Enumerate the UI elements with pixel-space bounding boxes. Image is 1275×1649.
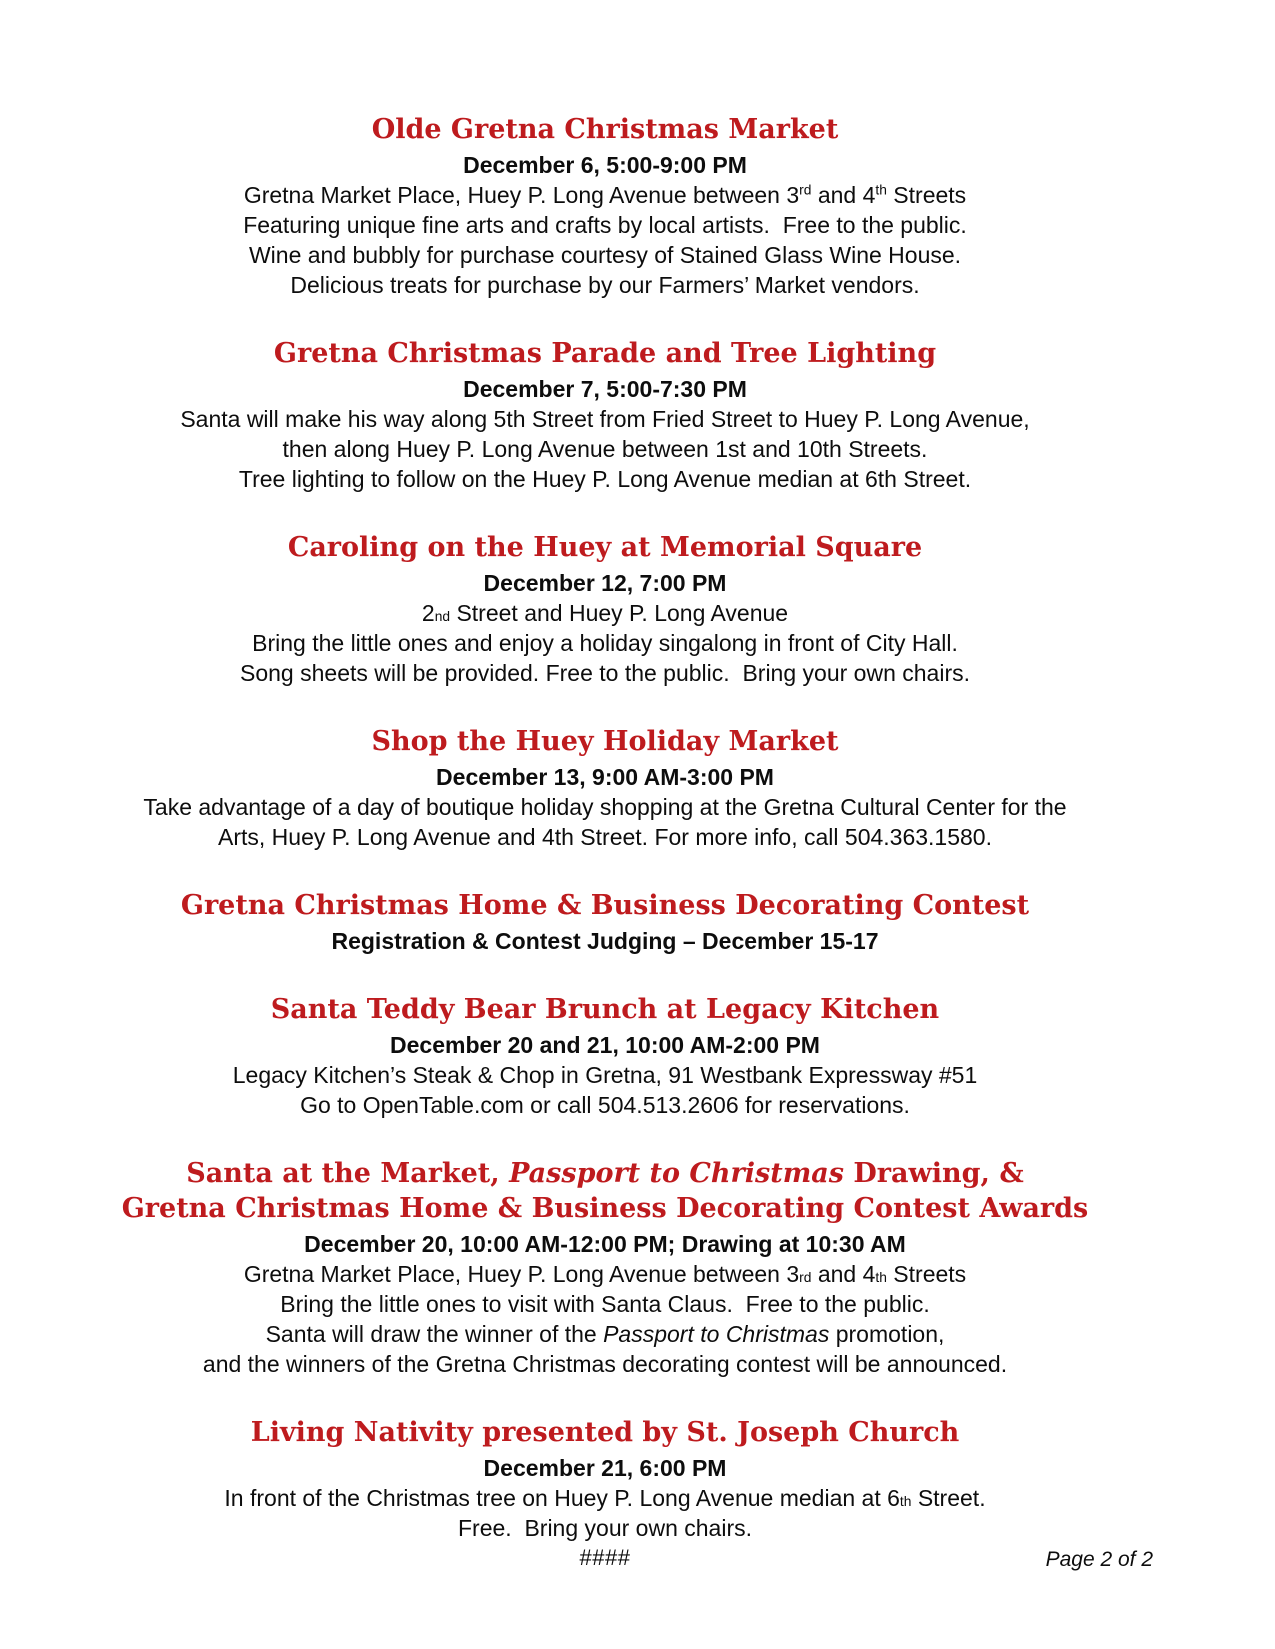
event-title-text: Shop the Huey Holiday Market xyxy=(371,726,839,757)
event-title xyxy=(100,724,1110,759)
footer-page-number: Page 2 of 2 xyxy=(1045,1548,1153,1571)
event-datetime: December 20, 10:00 AM-12:00 PM; Drawing at 10:30 AM xyxy=(304,1231,906,1257)
event-title xyxy=(100,336,1110,371)
event-detail-text: Passport to Christmas xyxy=(603,1321,830,1347)
event-detail-text: Wine and bubbly for purchase courtesy of Stained Glass Wine House. xyxy=(248,242,962,268)
event-detail-text: Gretna Market Place, Huey P. Long Avenue between 3 xyxy=(243,182,800,208)
event-detail-line xyxy=(100,464,1110,494)
event-title-text: Caroling on the Huey at Memorial Square xyxy=(287,532,923,563)
event-title xyxy=(100,530,1110,565)
event-detail-line xyxy=(100,792,1110,822)
content-column xyxy=(100,0,1110,1543)
event-detail-text: Gretna Market Place, Huey P. Long Avenue between 3 xyxy=(243,1261,800,1287)
event-detail-line xyxy=(100,434,1110,464)
event-title xyxy=(100,992,1110,1027)
event-detail-line xyxy=(100,598,1110,628)
event-detail-text: Santa will make his way along 5th Street from Fried Street to Huey P. Long Avenue, xyxy=(180,406,1030,432)
event-detail-text: then along Huey P. Long Avenue between 1st and 10th Streets. xyxy=(282,436,928,462)
event-detail-text: Featuring unique fine arts and crafts by local artists. Free to the public. xyxy=(243,212,967,238)
event-detail-line xyxy=(100,822,1110,852)
event-detail-text: rd xyxy=(799,1270,812,1285)
event-section xyxy=(100,1415,1110,1543)
event-title-text: Santa Teddy Bear Brunch at Legacy Kitchen xyxy=(270,994,940,1025)
event-title xyxy=(100,1191,1110,1226)
event-detail-line xyxy=(100,1289,1110,1319)
event-detail-text: Take advantage of a day of boutique holiday shopping at the Gretna Cultural Center for the xyxy=(143,794,1067,820)
event-detail-text: Delicious treats for purchase by our Farmers’ Market vendors. xyxy=(290,272,920,298)
event-detail-text: th xyxy=(875,182,887,198)
event-detail-text: Street. xyxy=(911,1485,986,1511)
event-detail-line xyxy=(100,404,1110,434)
event-detail-text: nd xyxy=(434,609,451,624)
event-detail-line xyxy=(100,270,1110,300)
event-title-text: Gretna Christmas Home & Business Decorating Contest Awards xyxy=(121,1193,1089,1224)
event-datetime: December 20 and 21, 10:00 AM-2:00 PM xyxy=(390,1032,820,1058)
event-detail-text: promotion, xyxy=(829,1321,945,1347)
event-detail-text: th xyxy=(875,1270,887,1285)
event-title-text: Drawing, & xyxy=(843,1158,1024,1189)
event-datetime: December 13, 9:00 AM-3:00 PM xyxy=(436,764,774,790)
event-detail-line xyxy=(100,1349,1110,1379)
event-detail-line xyxy=(100,1090,1110,1120)
event-detail-text: Arts, Huey P. Long Avenue and 4th Street. For more info, call 504.363.1580. xyxy=(218,824,992,850)
event-title-text: Santa at the Market, xyxy=(186,1158,510,1189)
event-detail-text: 2 xyxy=(421,600,435,626)
event-detail-text: Streets xyxy=(886,182,967,208)
event-detail-text: th xyxy=(899,1494,912,1509)
event-title-text: Gretna Christmas Home & Business Decorating Contest xyxy=(180,890,1030,921)
event-detail-text: Santa will draw the winner of the xyxy=(265,1321,604,1347)
event-detail-text: and 4 xyxy=(811,182,876,208)
footer-mark: #### xyxy=(579,1545,631,1570)
event-detail-text: rd xyxy=(799,182,812,198)
event-detail-text: and the winners of the Gretna Christmas decorating contest will be announced. xyxy=(202,1351,1008,1377)
event-title xyxy=(100,1156,1110,1191)
event-detail-text: Bring the little ones and enjoy a holiday singalong in front of City Hall. xyxy=(252,630,958,656)
event-section xyxy=(100,530,1110,688)
event-detail-text: Tree lighting to follow on the Huey P. Long Avenue median at 6th Street. xyxy=(238,466,972,492)
event-datetime: December 21, 6:00 PM xyxy=(483,1455,727,1481)
event-detail-text: Legacy Kitchen’s Steak & Chop in Gretna, 91 Westbank Expressway #51 xyxy=(232,1062,978,1088)
event-title-text: Passport to Christmas xyxy=(509,1158,844,1189)
event-section xyxy=(100,112,1110,300)
event-datetime: December 6, 5:00-9:00 PM xyxy=(463,152,747,178)
event-detail-text: Song sheets will be provided. Free to the public. Bring your own chairs. xyxy=(240,660,970,686)
event-datetime: December 7, 5:00-7:30 PM xyxy=(463,376,747,402)
event-detail-line xyxy=(100,658,1110,688)
event-detail-line xyxy=(100,210,1110,240)
event-detail-text: and 4 xyxy=(811,1261,876,1287)
event-detail-line xyxy=(100,1259,1110,1289)
event-detail-line xyxy=(100,240,1110,270)
event-detail-line xyxy=(100,1513,1110,1543)
event-datetime: Registration & Contest Judging – December 15-17 xyxy=(331,928,879,954)
event-detail-text: Go to OpenTable.com or call 504.513.2606 for reservations. xyxy=(300,1092,910,1118)
event-title-text: Gretna Christmas Parade and Tree Lighting xyxy=(273,338,937,369)
event-section xyxy=(100,992,1110,1120)
event-detail-text: Bring the little ones to visit with Santa Claus. Free to the public. xyxy=(280,1291,930,1317)
event-detail-text: Free. Bring your own chairs. xyxy=(457,1515,752,1541)
event-section xyxy=(100,1156,1110,1379)
event-section xyxy=(100,724,1110,852)
event-detail-text: Streets xyxy=(886,1261,967,1287)
event-detail-line xyxy=(100,1060,1110,1090)
event-detail-line xyxy=(100,1319,1110,1349)
event-title-text: Living Nativity presented by St. Joseph Church xyxy=(250,1417,960,1448)
event-datetime: December 12, 7:00 PM xyxy=(483,570,727,596)
event-detail-text: In front of the Christmas tree on Huey P. Long Avenue median at 6 xyxy=(224,1485,900,1511)
event-title xyxy=(100,888,1110,923)
event-title xyxy=(100,112,1110,147)
event-detail-line xyxy=(100,1483,1110,1513)
event-section xyxy=(100,888,1110,956)
event-detail-line xyxy=(100,180,1110,210)
event-title-text: Olde Gretna Christmas Market xyxy=(371,114,839,145)
event-title xyxy=(100,1415,1110,1450)
event-detail-text: Street and Huey P. Long Avenue xyxy=(450,600,789,626)
event-detail-line xyxy=(100,628,1110,658)
event-section xyxy=(100,336,1110,494)
